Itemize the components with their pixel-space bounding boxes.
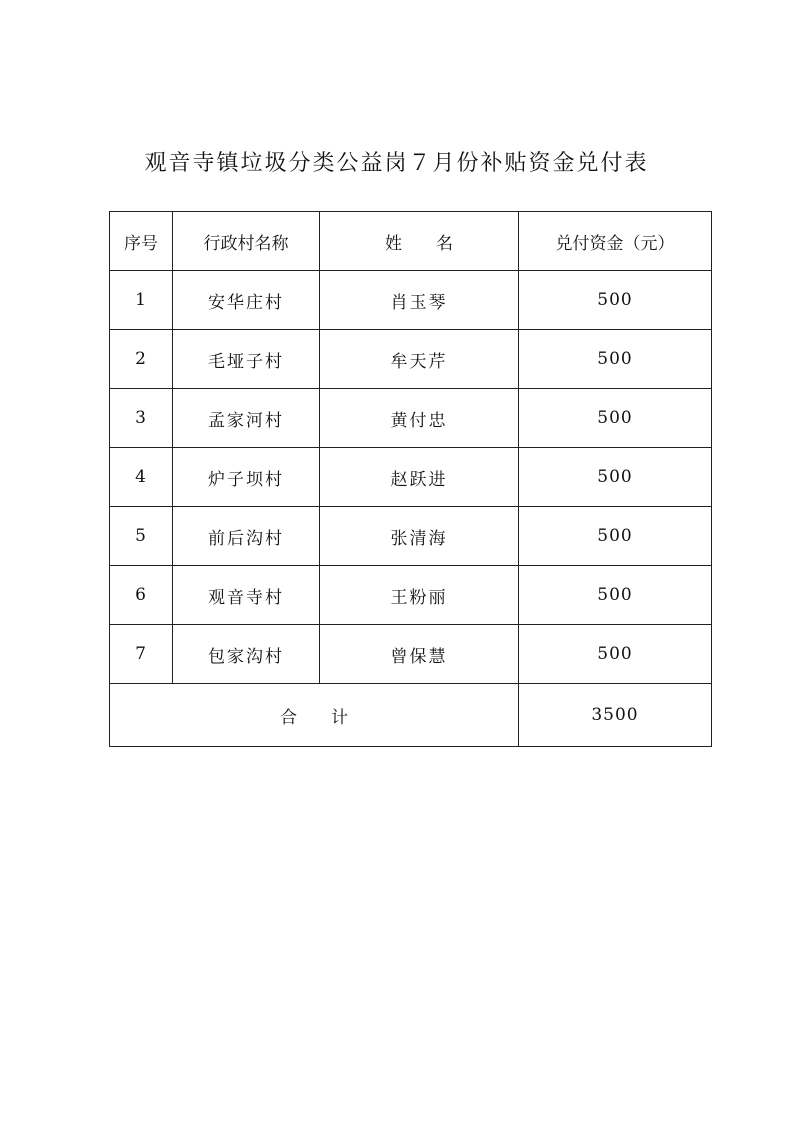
table-row — [110, 448, 712, 507]
row-village: 包家沟村 — [173, 625, 320, 684]
total-label: 合 计 — [110, 684, 519, 747]
table-row — [110, 330, 712, 389]
row-name: 黄付忠 — [320, 389, 519, 448]
row-name: 王粉丽 — [320, 566, 519, 625]
row-name: 赵跃进 — [320, 448, 519, 507]
subsidy-table — [109, 211, 712, 747]
page-title: 观音寺镇垃圾分类公益岗７月份补贴资金兑付表 — [144, 151, 649, 176]
header-village: 行政村名称 — [173, 212, 320, 271]
row-village: 安华庄村 — [173, 271, 320, 330]
row-amount: 500 — [519, 507, 712, 566]
table-row — [110, 507, 712, 566]
row-amount: 500 — [519, 389, 712, 448]
row-village: 毛垭子村 — [173, 330, 320, 389]
row-index: 2 — [110, 330, 173, 389]
row-amount: 500 — [519, 566, 712, 625]
header-amount: 兑付资金（元） — [519, 212, 712, 271]
header-index: 序号 — [110, 212, 173, 271]
row-index: 3 — [110, 389, 173, 448]
total-row — [110, 684, 712, 747]
row-village: 孟家河村 — [173, 389, 320, 448]
row-name: 肖玉琴 — [320, 271, 519, 330]
header-name: 姓 名 — [320, 212, 519, 271]
row-amount: 500 — [519, 625, 712, 684]
table-row — [110, 271, 712, 330]
table-header-row — [110, 212, 712, 271]
row-village: 观音寺村 — [173, 566, 320, 625]
total-amount: 3500 — [519, 684, 712, 747]
row-index: 7 — [110, 625, 173, 684]
row-name: 牟天芹 — [320, 330, 519, 389]
table-row — [110, 389, 712, 448]
row-amount: 500 — [519, 271, 712, 330]
table-row — [110, 566, 712, 625]
row-amount: 500 — [519, 448, 712, 507]
table-row — [110, 625, 712, 684]
row-index: 1 — [110, 271, 173, 330]
row-index: 5 — [110, 507, 173, 566]
row-village: 炉子坝村 — [173, 448, 320, 507]
row-name: 曾保慧 — [320, 625, 519, 684]
row-name: 张清海 — [320, 507, 519, 566]
row-village: 前后沟村 — [173, 507, 320, 566]
row-index: 4 — [110, 448, 173, 507]
row-index: 6 — [110, 566, 173, 625]
row-amount: 500 — [519, 330, 712, 389]
